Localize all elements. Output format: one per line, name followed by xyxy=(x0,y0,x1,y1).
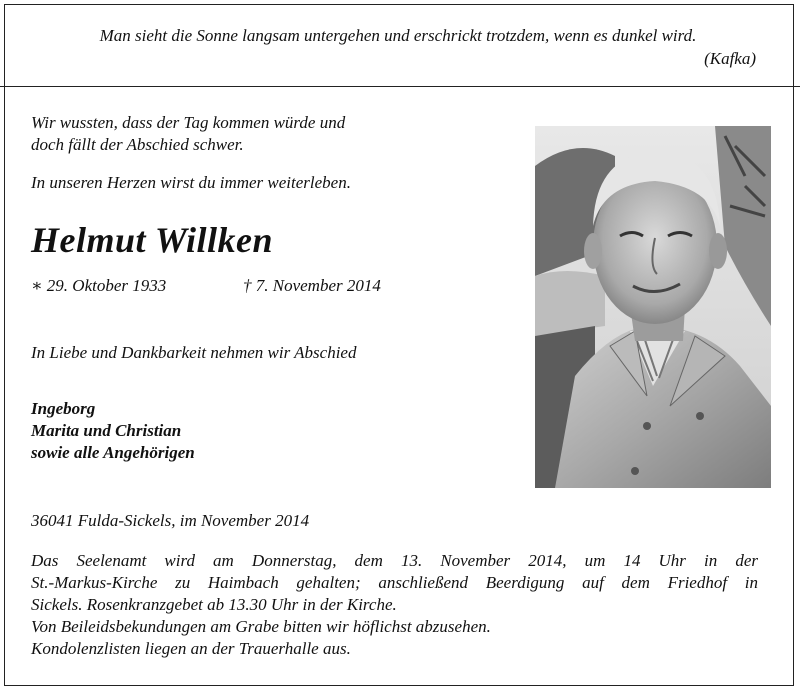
details-line-2: St.-Markus-Kirche zu Haimbach gehalten; anschließend Beerdigung auf dem Friedhof in xyxy=(31,573,758,592)
intro-line-2: doch fällt der Abschied schwer. xyxy=(31,135,244,154)
details-line-4: Von Beileidsbekundungen am Grabe bitten wir höflichst abzusehen. xyxy=(31,617,491,636)
details-line-3: Sickels. Rosenkranzgebet ab 13.30 Uhr in der Kirche. xyxy=(31,595,397,614)
birth-date: ∗ 29. Oktober 1933 xyxy=(31,276,167,295)
death-date: † 7. November 2014 xyxy=(243,276,381,295)
family-signatures xyxy=(31,398,195,464)
portrait-photo xyxy=(535,126,771,488)
family-member-3: sowie alle Angehörigen xyxy=(31,443,195,462)
portrait-illustration xyxy=(535,126,771,488)
family-member-2: Marita und Christian xyxy=(31,421,182,440)
kafka-quote xyxy=(40,24,756,70)
service-details xyxy=(31,550,758,660)
details-line-5: Kondolenzlisten liegen an der Trauerhalle aus. xyxy=(31,639,351,658)
details-line-1: Das Seelenamt wird am Donnerstag, dem 13. November 2014, um 14 Uhr in der xyxy=(31,551,758,570)
farewell-text: In Liebe und Dankbarkeit nehmen wir Abschied xyxy=(31,343,357,362)
intro-line-1: Wir wussten, dass der Tag kommen würde und xyxy=(31,113,346,132)
intro-text xyxy=(31,112,431,156)
intro-line-3: In unseren Herzen wirst du immer weiterleben. xyxy=(31,173,351,192)
life-dates xyxy=(31,275,451,297)
place-date: 36041 Fulda-Sickels, im November 2014 xyxy=(31,511,310,530)
deceased-name: Helmut Willken xyxy=(31,220,274,260)
quote-text: Man sieht die Sonne langsam untergehen und erschrickt trotzdem, wenn es dunkel wird. xyxy=(99,26,697,45)
divider-line xyxy=(0,86,800,87)
quote-author: (Kafka) xyxy=(704,49,756,68)
family-member-1: Ingeborg xyxy=(31,399,96,418)
